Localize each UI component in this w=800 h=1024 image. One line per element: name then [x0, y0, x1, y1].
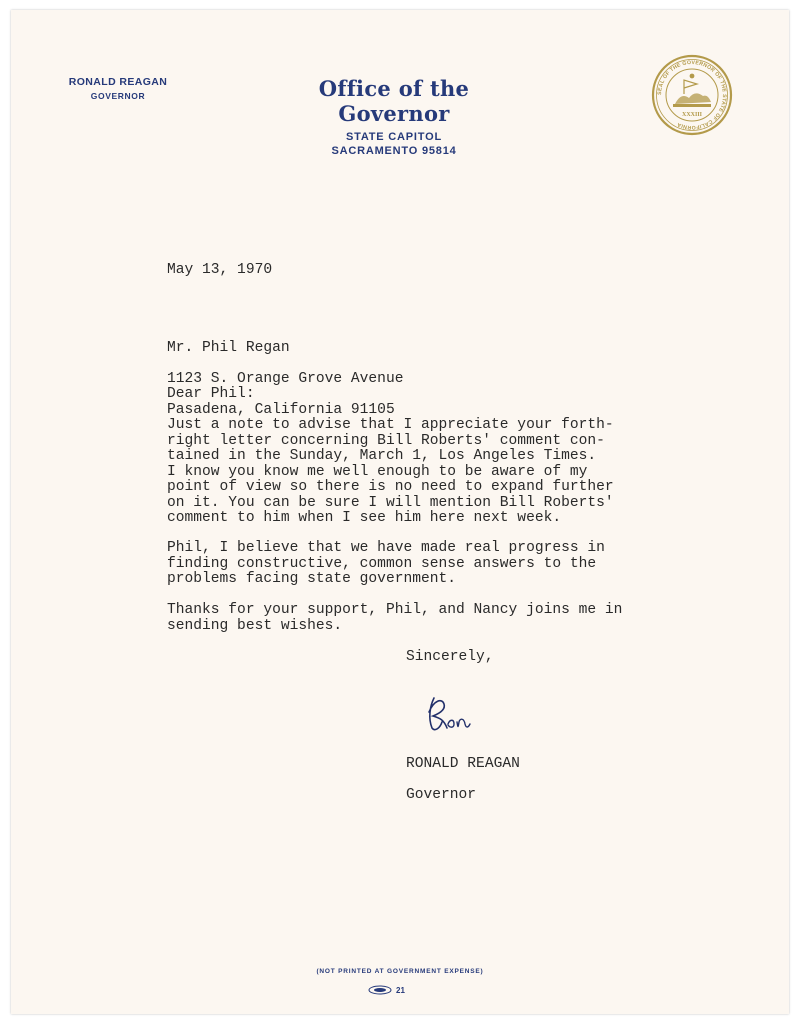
svg-text:SEAL OF THE GOVERNOR OF THE ST: SEAL OF THE GOVERNOR OF THE STATE OF CALIFORNIA [656, 59, 728, 131]
letterhead-title: GOVERNOR [90, 91, 146, 101]
closing: Sincerely, [406, 649, 494, 665]
letterhead-office: Office of the Governor [318, 76, 470, 126]
handwritten-signature [420, 688, 490, 740]
state-seal-icon [651, 54, 733, 136]
signer-title: Governor [406, 786, 477, 803]
union-number: 21 [396, 985, 405, 995]
paragraph-3: Thanks for your support, Phil, and Nancy joins me in sending best wishes. [167, 602, 623, 634]
letterhead-center [260, 76, 528, 158]
salutation: Dear Phil: [167, 386, 255, 402]
paragraph-2: Phil, I believe that we have made real progress in finding constructive, common sense answers to the problems facing state government. [167, 540, 605, 587]
letter-date: May 13, 1970 [167, 262, 273, 278]
signer-name: RONALD REAGAN [406, 755, 520, 772]
letterhead-name-block [63, 76, 173, 101]
letterhead-name: RONALD REAGAN [68, 76, 168, 88]
svg-text:XXXIII: XXXIII [681, 112, 703, 118]
letterhead-address-line2: SACRAMENTO 95814 [331, 145, 457, 157]
union-bug-icon [368, 985, 392, 995]
paragraph-1: Just a note to advise that I appreciate your forth- right letter concerning Bill Roberts' comment con- tained in the Sunday, March 1, Los Angeles Times. I know you know me well enough to be aware of my point of view so there is no need to expand further on it. You can be sure I will mention Bill Roberts' comment to him when I see him here next week. [167, 417, 614, 526]
letterhead-address-line1: STATE CAPITOL [346, 131, 442, 143]
signer-block [406, 741, 626, 819]
footer-note: (NOT PRINTED AT GOVERNMENT EXPENSE) [316, 968, 484, 975]
union-label [368, 983, 428, 997]
recipient-city: Pasadena, California 91105 [167, 401, 395, 418]
recipient-name: Mr. Phil Regan [167, 339, 290, 356]
recipient-street: 1123 S. Orange Grove Avenue [167, 370, 404, 387]
